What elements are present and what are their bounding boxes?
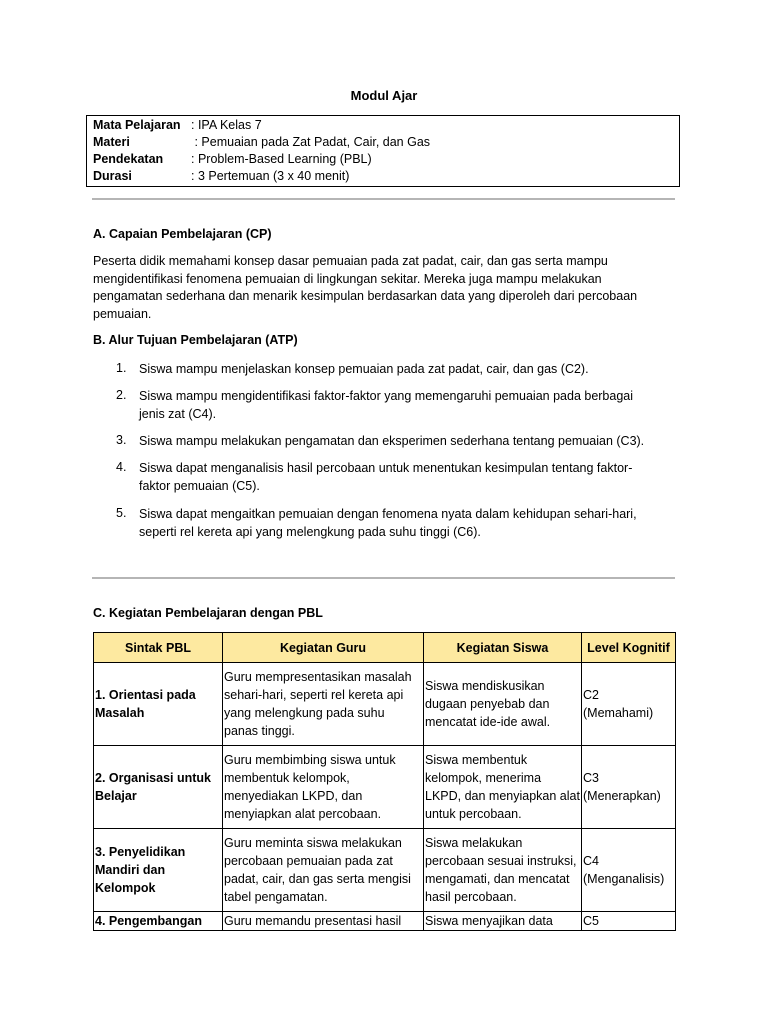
list-number: 4.: [116, 460, 127, 474]
table-row: [94, 912, 676, 931]
cell-line: Kelompok: [95, 881, 156, 895]
column-header: Kegiatan Guru: [223, 633, 424, 663]
list-line: jenis zat (C4).: [139, 406, 217, 421]
column-header: Sintak PBL: [94, 633, 223, 663]
list-line: seperti rel kereta api yang melengkung pada suhu tinggi (C6).: [139, 524, 481, 539]
cell-line: yang melengkung pada suhu: [224, 706, 385, 720]
cell-line: tabel pengamatan.: [224, 890, 328, 904]
list-item: [139, 460, 669, 495]
section-a-paragraph: [93, 253, 673, 323]
table-row: [94, 829, 676, 912]
divider: [92, 577, 675, 579]
cell-line: menyiapkan alat percobaan.: [224, 807, 382, 821]
paragraph-line: mengidentifikasi fenomena pemuaian di lingkungan sekitar. Mereka juga mampu melakukan: [93, 271, 602, 286]
list-number: 3.: [116, 433, 127, 447]
section-b-heading: B. Alur Tujuan Pembelajaran (ATP): [93, 333, 298, 347]
cell-line: panas tinggi.: [224, 724, 295, 738]
info-value: : 3 Pertemuan (3 x 40 menit): [191, 169, 350, 183]
info-label: Mata Pelajaran: [93, 118, 181, 132]
cell-line: LKPD, dan menyiapkan alat: [425, 789, 580, 803]
cell-line: kelompok, menerima: [425, 771, 542, 785]
student-activity-cell: [424, 746, 582, 829]
paragraph-line: pemuaian.: [93, 306, 152, 321]
info-value: : Pemuaian pada Zat Padat, Cair, dan Gas: [191, 135, 431, 149]
cognitive-level-cell: [582, 912, 676, 931]
cell-line: sehari-hari, seperti rel kereta api: [224, 688, 404, 702]
cell-line: membentuk kelompok,: [224, 771, 350, 785]
student-activity-cell: [424, 663, 582, 746]
section-c-heading: C. Kegiatan Pembelajaran dengan PBL: [93, 606, 323, 620]
cell-line: padat, cair, dan gas serta mengisi: [224, 872, 411, 886]
list-item: [139, 433, 669, 451]
sintak-cell: [94, 746, 223, 829]
pbl-activity-table: [93, 632, 676, 931]
cell-line: Guru meminta siswa melakukan: [224, 836, 402, 850]
column-header: Level Kognitif: [582, 633, 676, 663]
cognitive-level-cell: [582, 829, 676, 912]
info-label: Pendekatan: [93, 152, 164, 166]
cell-line: Mandiri dan: [95, 863, 166, 877]
module-info-box: [86, 115, 680, 187]
teacher-activity-cell: [223, 663, 424, 746]
cognitive-level-cell: [582, 663, 676, 746]
list-line: Siswa mampu melakukan pengamatan dan eksperimen sederhana tentang pemuaian (C3).: [139, 434, 645, 448]
info-row-duration: [93, 168, 349, 185]
cell-line: C5: [583, 914, 599, 928]
teacher-activity-cell: [223, 829, 424, 912]
cell-line: C4: [583, 854, 599, 868]
info-row-subject: [93, 117, 262, 134]
cell-line: percobaan sesuai instruksi,: [425, 854, 577, 868]
column-header: Kegiatan Siswa: [424, 633, 582, 663]
teacher-activity-cell: [223, 746, 424, 829]
cell-line: Siswa membentuk: [425, 753, 528, 767]
cell-line: Siswa mendiskusikan: [425, 679, 545, 693]
list-line: Siswa dapat mengaitkan pemuaian dengan fenomena nyata dalam kehidupan sehari-hari,: [139, 507, 637, 521]
cell-line: menyediakan LKPD, dan: [224, 789, 363, 803]
student-activity-cell: [424, 912, 582, 931]
info-value: : IPA Kelas 7: [191, 118, 262, 132]
cell-line: (Menerapkan): [583, 789, 661, 803]
teacher-activity-cell: [223, 912, 424, 931]
cell-line: percobaan pemuaian pada zat: [224, 854, 393, 868]
paragraph-line: Peserta didik memahami konsep dasar pemuaian pada zat padat, cair, dan gas serta mampu: [93, 254, 608, 268]
table-row: [94, 663, 676, 746]
list-line: Siswa dapat menganalisis hasil percobaan untuk menentukan kesimpulan tentang faktor-: [139, 461, 633, 475]
cell-line: (Menganalisis): [583, 872, 665, 886]
cell-line: 3. Penyelidikan: [95, 845, 186, 859]
page-title: Modul Ajar: [350, 88, 418, 103]
table-row: [94, 746, 676, 829]
info-row-material: [93, 134, 430, 151]
cell-line: C3: [583, 771, 599, 785]
cell-line: Siswa menyajikan data: [425, 914, 553, 928]
cell-line: Guru mempresentasikan masalah: [224, 670, 412, 684]
info-label: Durasi: [93, 169, 132, 183]
list-number: 1.: [116, 361, 127, 375]
list-item: [139, 506, 669, 541]
list-item: [139, 388, 669, 423]
list-item: [139, 361, 669, 379]
sintak-cell: [94, 829, 223, 912]
cell-line: mencatat ide-ide awal.: [425, 715, 551, 729]
paragraph-line: pengamatan sederhana dan menarik kesimpulan berdasarkan data yang diperoleh dari percobaan: [93, 289, 638, 303]
cell-line: Siswa melakukan: [425, 836, 523, 850]
list-line: Siswa mampu mengidentifikasi faktor-faktor yang memengaruhi pemuaian pada berbagai: [139, 389, 634, 403]
table-header-row: [94, 633, 676, 663]
cognitive-level-cell: [582, 746, 676, 829]
info-row-approach: [93, 151, 372, 168]
cell-line: mengamati, dan mencatat: [425, 872, 570, 886]
info-value: : Problem-Based Learning (PBL): [191, 152, 372, 166]
cell-line: (Memahami): [583, 706, 654, 720]
cell-line: untuk percobaan.: [425, 807, 522, 821]
cell-line: hasil percobaan.: [425, 890, 517, 904]
cell-line: dugaan penyebab dan: [425, 697, 550, 711]
cell-line: Guru memandu presentasi hasil: [224, 914, 402, 928]
list-number: 5.: [116, 506, 127, 520]
cell-line: 1. Orientasi pada: [95, 688, 196, 702]
cell-line: 4. Pengembangan: [95, 914, 202, 928]
sintak-cell: [94, 663, 223, 746]
cell-line: Belajar: [95, 789, 137, 803]
sintak-cell: [94, 912, 223, 931]
info-label: Materi: [93, 135, 130, 149]
student-activity-cell: [424, 829, 582, 912]
list-number: 2.: [116, 388, 127, 402]
cell-line: C2: [583, 688, 599, 702]
cell-line: 2. Organisasi untuk: [95, 771, 212, 785]
list-line: Siswa mampu menjelaskan konsep pemuaian pada zat padat, cair, dan gas (C2).: [139, 362, 589, 376]
list-line: faktor pemuaian (C5).: [139, 478, 260, 493]
cell-line: Guru membimbing siswa untuk: [224, 753, 396, 767]
divider: [92, 198, 675, 200]
cell-line: Masalah: [95, 706, 145, 720]
section-a-heading: A. Capaian Pembelajaran (CP): [93, 227, 272, 241]
